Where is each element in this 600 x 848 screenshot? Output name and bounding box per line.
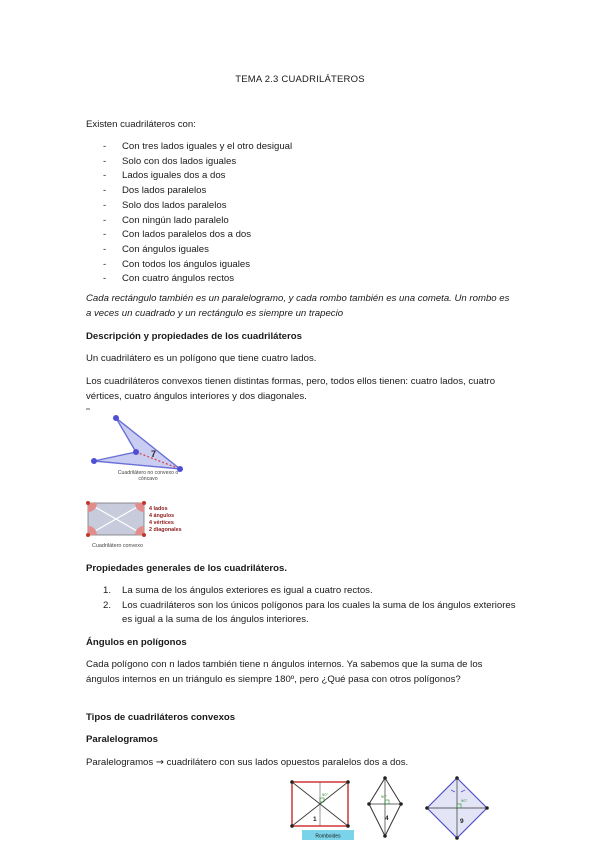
list-item [86,584,516,599]
angle-label: 90° [381,794,388,799]
list-item: - Solo dos lados paralelos [86,199,292,214]
list-item: - Con ángulos iguales [86,243,292,258]
kite-figure [425,776,489,840]
angles-heading: Ángulos en polígonos [86,637,187,648]
vertex-point [86,501,90,505]
list-item: - Con todos los ángulos iguales [86,258,292,273]
item-text: Los cuadriláteros son los únicos polígonos para los cuales la suma de los ángulos exteriores es igual a la suma de los ángulos interiores. [122,599,516,626]
description-heading: Descripción y propiedades de los cuadriláteros [86,331,302,342]
parallelograms-definition [86,756,516,771]
vertex-point [86,533,90,537]
list-item: - Con ningún lado paralelo [86,214,292,229]
figure-caption: Cuadrilátero no convexo o cóncavo [117,470,179,482]
legend-item: 2 diagonales [149,527,182,533]
legend-item: 4 ángulos [149,513,175,519]
description-paragraph-2: Los cuadriláteros convexos tienen distintas formas, pero, todos ellos tienen: cuatro lados, cuatro vértices, cuatro ángulos interiores y dos diagonales. [86,376,496,402]
list-item: - Con cuatro ángulos rectos [86,272,292,287]
italic-note: Cada rectángulo también es un paralelogramo, y cada rombo también es una cometa. Un rombo es a veces un cuadrado y un rectángulo es siempre un trapecio [86,293,510,319]
definition-term: Paralelogramos [86,757,156,768]
list-item: - Dos lados paralelos [86,184,292,199]
properties-heading: Propiedades generales de los cuadriláteros. [86,563,288,574]
types-heading: Tipos de cuadriláteros convexos [86,712,236,723]
concave-quadrilateral-figure [86,408,196,493]
properties-list [86,584,516,628]
arrow-icon: → [155,757,164,768]
list-item: - Con lados paralelos dos a dos [86,228,292,243]
intro-text: Existen cuadriláteros con: [86,119,196,130]
angle-label: 90° [322,792,329,797]
vertex-point [113,415,119,421]
list-item: - Lados iguales dos a dos [86,169,292,184]
description-paragraph-1: Un cuadrilátero es un polígono que tiene cuatro lados. [86,353,317,364]
page-title: TEMA 2.3 CUADRILÁTEROS [235,74,365,85]
figure-number: 9 [460,818,464,825]
legend-item: 4 vértices [149,520,174,526]
list-item: - Con tres lados iguales y el otro desigual [86,140,292,155]
quadrilateral-list [86,140,292,287]
figure-caption: Cuadrilátero convexo [92,543,143,549]
vertex-point [91,458,97,464]
figure-caption: Romboides [315,833,341,840]
list-item: - Solo con dos lados iguales [86,155,292,170]
parallelogram-shapes-figure [285,776,495,842]
vertex-point [142,501,146,505]
figure-number: 1 [313,816,317,823]
list-item [86,599,516,628]
legend-item: 4 lados [149,506,168,512]
vertex-point [142,533,146,537]
definition-text: cuadrilátero con sus lados opuestos paralelos dos a dos. [163,757,409,768]
figure-number: 4 [385,815,389,822]
convex-quadrilateral-figure [86,500,196,552]
vertex-point [133,449,139,455]
rhombus-figure [367,776,403,838]
item-number: 1. [103,585,112,596]
parallelograms-heading: Paralelogramos [86,734,158,745]
item-text: La suma de los ángulos exteriores es igual a cuatro rectos. [122,585,373,596]
angles-paragraph: Cada polígono con n lados también tiene n ángulos internos. Ya sabemos que la suma de los ángulos internos en un triángulo es siempre 180º, pero ¿Qué pasa con otros polígonos? [86,659,483,685]
figure-number: 7 [151,449,157,459]
square-figure [290,780,354,840]
item-number: 2. [103,599,112,611]
angle-label: 90° [461,798,468,803]
